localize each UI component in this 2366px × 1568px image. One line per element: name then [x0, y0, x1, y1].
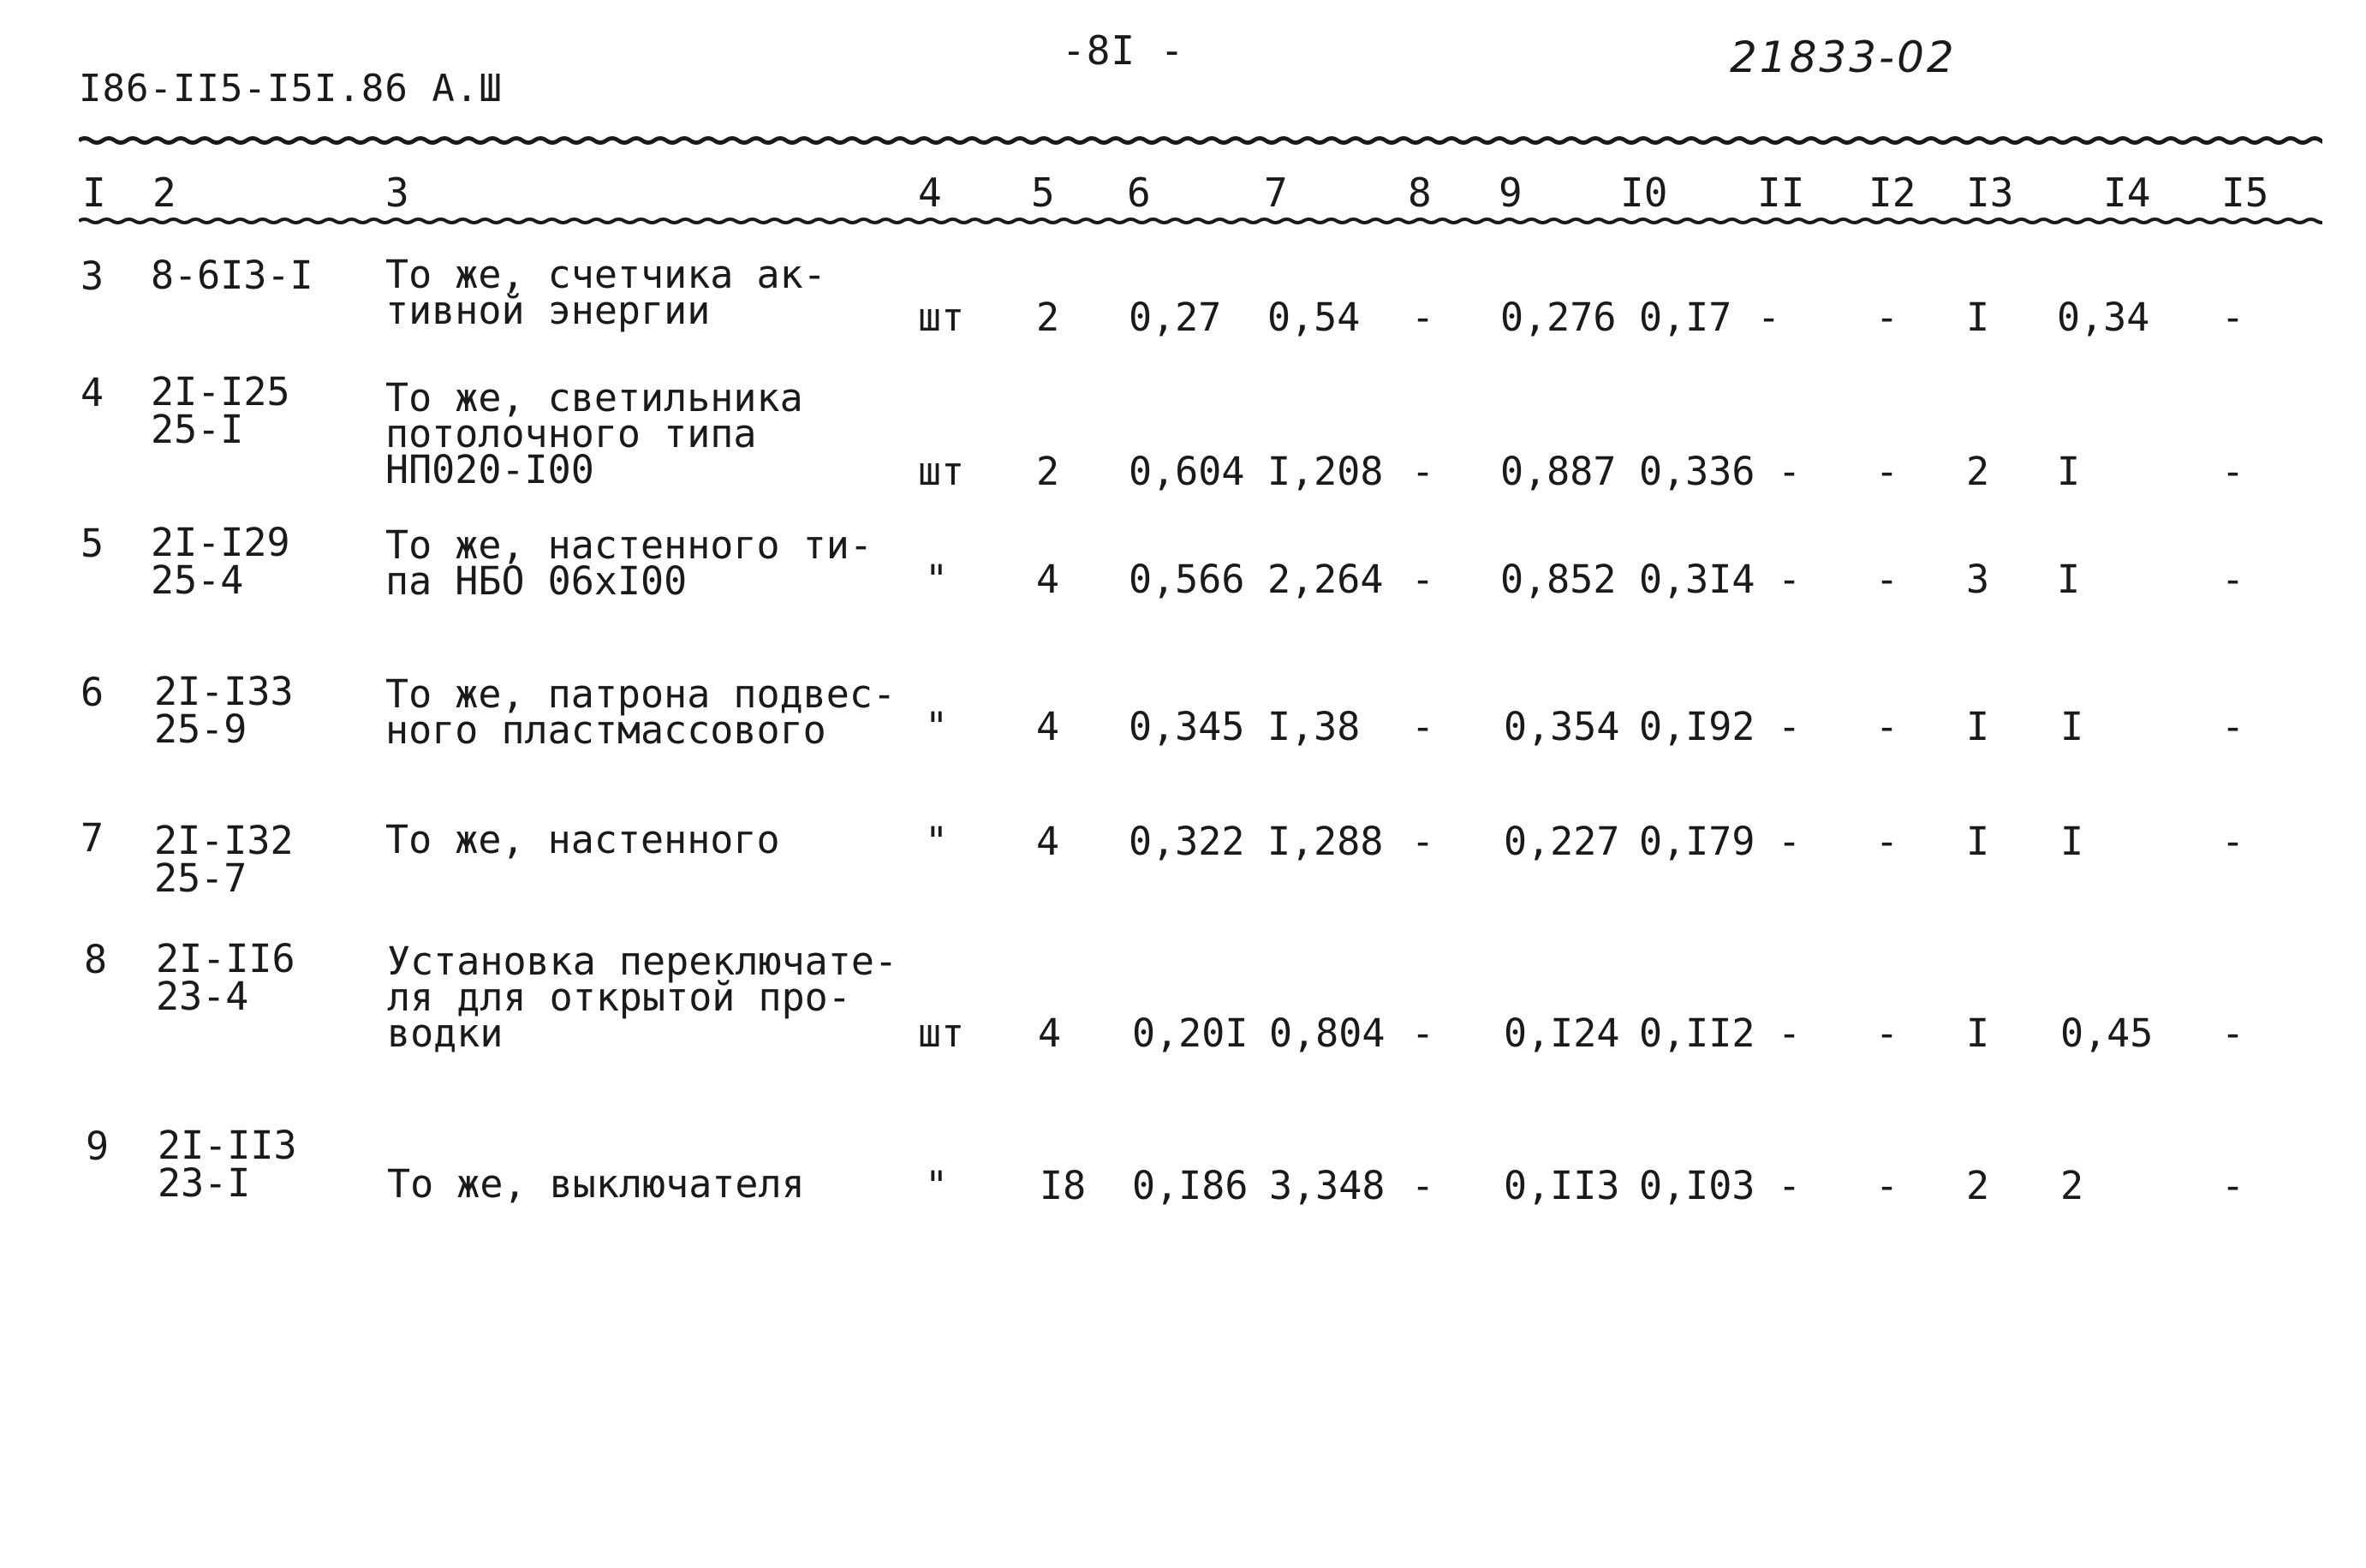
row-number: 6 [80, 670, 104, 715]
col-num-15: I5 [2221, 170, 2269, 216]
quantity: 2 [1036, 295, 1060, 340]
row-number: 8 [84, 937, 108, 982]
col-11-value: - [1757, 295, 1781, 340]
col-11-value: - [1778, 1011, 1802, 1056]
col-7-value: 0,54 [1267, 295, 1361, 340]
col-num-13: I3 [1966, 170, 2014, 216]
col-13-value: I [1966, 819, 1990, 864]
col-15-value: - [2221, 449, 2245, 494]
header-wavy-rule [79, 211, 2322, 231]
col-10-value: 0,I03 [1639, 1163, 1755, 1208]
quantity: 2 [1036, 449, 1060, 494]
work-description: То же, патрона подвес- ного пластмассового [385, 671, 897, 753]
col-9-value: 0,227 [1504, 819, 1620, 864]
col-6-value: 0,322 [1129, 819, 1245, 864]
col-num-5: 5 [1031, 170, 1055, 216]
norm-code: 2I-I25 25-I [151, 369, 290, 452]
col-6-value: 0,20I [1132, 1011, 1249, 1056]
col-13-value: I [1966, 1011, 1990, 1056]
work-description: То же, выключателя [387, 1161, 805, 1207]
col-10-value: 0,336 [1639, 449, 1755, 494]
col-13-value: I [1966, 704, 1990, 749]
col-num-3: 3 [385, 170, 409, 216]
col-8-value: - [1411, 449, 1435, 494]
col-14-value: 0,45 [2060, 1011, 2154, 1056]
col-num-2: 2 [152, 170, 176, 216]
norm-code: 2I-I29 25-4 [151, 520, 290, 603]
unit: " [925, 1163, 949, 1208]
unit: шт [918, 295, 965, 340]
col-12-value: - [1875, 557, 1899, 602]
col-8-value: - [1411, 704, 1435, 749]
col-6-value: 0,566 [1129, 557, 1245, 602]
col-8-value: - [1411, 557, 1435, 602]
col-11-value: - [1778, 557, 1802, 602]
document-id: I86-II5-I5I.86 А.Ш [79, 67, 503, 110]
col-13-value: 3 [1966, 557, 1990, 602]
col-12-value: - [1875, 449, 1899, 494]
top-wavy-rule [79, 130, 2322, 151]
col-10-value: 0,I7 [1639, 295, 1732, 340]
col-12-value: - [1875, 1011, 1899, 1056]
col-12-value: - [1875, 704, 1899, 749]
col-11-value: - [1778, 704, 1802, 749]
col-12-value: - [1875, 819, 1899, 864]
col-9-value: 0,852 [1500, 557, 1617, 602]
col-num-9: 9 [1499, 170, 1523, 216]
col-9-value: 0,II3 [1504, 1163, 1620, 1208]
col-8-value: - [1411, 819, 1435, 864]
col-8-value: - [1411, 295, 1435, 340]
col-11-value: - [1778, 1163, 1802, 1208]
row-number: 9 [86, 1124, 110, 1169]
col-13-value: 2 [1966, 449, 1990, 494]
col-7-value: 3,348 [1269, 1163, 1386, 1208]
col-14-value: I [2060, 704, 2084, 749]
col-12-value: - [1875, 295, 1899, 340]
col-13-value: I [1966, 295, 1990, 340]
unit: " [925, 704, 949, 749]
col-9-value: 0,354 [1504, 704, 1620, 749]
col-11-value: - [1778, 819, 1802, 864]
col-num-4: 4 [918, 170, 942, 216]
col-num-6: 6 [1127, 170, 1151, 216]
page-number: -8I - [1062, 27, 1185, 74]
quantity: 4 [1036, 557, 1060, 602]
col-8-value: - [1411, 1011, 1435, 1056]
norm-code: 8-6I3-I [151, 253, 313, 298]
row-number: 3 [80, 253, 104, 299]
col-10-value: 0,I92 [1639, 704, 1755, 749]
col-9-value: 0,I24 [1504, 1011, 1620, 1056]
col-6-value: 0,604 [1129, 449, 1245, 494]
col-num-8: 8 [1408, 170, 1432, 216]
col-7-value: I,38 [1267, 704, 1361, 749]
quantity: 4 [1038, 1011, 1062, 1056]
norm-code: 2I-II6 23-4 [156, 936, 295, 1019]
col-num-1: I [82, 170, 106, 216]
col-7-value: 2,264 [1267, 557, 1384, 602]
work-description: То же, светильника потолочного типа НП020-I00 [385, 375, 803, 492]
col-7-value: I,208 [1267, 449, 1384, 494]
col-num-14: I4 [2103, 170, 2151, 216]
work-description: То же, настенного ти- па НБО 06хI00 [385, 522, 873, 604]
quantity: I8 [1040, 1163, 1087, 1208]
work-description: То же, настенного [385, 817, 780, 862]
work-description: То же, счетчика ак- тивной энергии [385, 252, 826, 333]
row-number: 4 [80, 370, 104, 415]
col-14-value: 0,34 [2057, 295, 2150, 340]
col-15-value: - [2221, 1163, 2245, 1208]
col-6-value: 0,27 [1129, 295, 1222, 340]
col-6-value: 0,345 [1129, 704, 1245, 749]
col-num-11: II [1757, 170, 1805, 216]
unit: шт [918, 449, 965, 494]
unit: " [925, 557, 949, 602]
norm-code: 2I-II3 23-I [158, 1123, 297, 1206]
col-14-value: I [2057, 557, 2081, 602]
col-7-value: 0,804 [1269, 1011, 1386, 1056]
col-9-value: 0,276 [1500, 295, 1617, 340]
row-number: 7 [80, 815, 104, 861]
col-12-value: - [1875, 1163, 1899, 1208]
col-15-value: - [2221, 704, 2245, 749]
col-num-7: 7 [1264, 170, 1288, 216]
col-15-value: - [2221, 557, 2245, 602]
col-15-value: - [2221, 819, 2245, 864]
col-11-value: - [1778, 449, 1802, 494]
col-13-value: 2 [1966, 1163, 1990, 1208]
col-6-value: 0,I86 [1132, 1163, 1249, 1208]
col-7-value: I,288 [1267, 819, 1384, 864]
col-14-value: I [2057, 449, 2081, 494]
work-description: Установка переключате- ля для открытой про- водки [387, 939, 898, 1056]
col-8-value: - [1411, 1163, 1435, 1208]
col-9-value: 0,887 [1500, 449, 1617, 494]
unit: шт [918, 1011, 965, 1056]
row-number: 5 [80, 521, 104, 566]
col-10-value: 0,II2 [1639, 1011, 1755, 1056]
unit: " [925, 819, 949, 864]
quantity: 4 [1036, 819, 1060, 864]
quantity: 4 [1036, 704, 1060, 749]
col-10-value: 0,3I4 [1639, 557, 1755, 602]
col-num-12: I2 [1868, 170, 1916, 216]
archive-stamp: 21833-02 [1730, 33, 1957, 82]
col-10-value: 0,I79 [1639, 819, 1755, 864]
col-14-value: 2 [2060, 1163, 2084, 1208]
norm-code: 2I-I33 25-9 [154, 669, 294, 752]
col-14-value: I [2060, 819, 2084, 864]
norm-code: 2I-I32 25-7 [154, 818, 294, 901]
col-15-value: - [2221, 1011, 2245, 1056]
col-15-value: - [2221, 295, 2245, 340]
col-num-10: I0 [1620, 170, 1668, 216]
